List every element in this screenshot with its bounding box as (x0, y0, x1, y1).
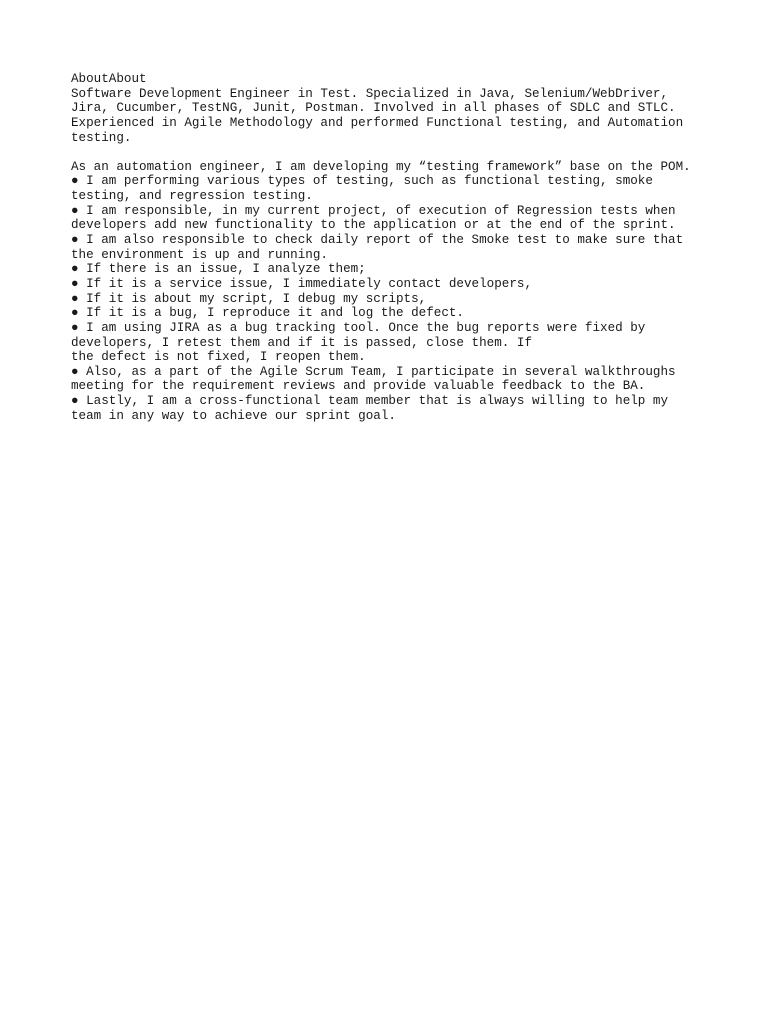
body-line: meeting for the requirement reviews and provide valuable feedback to the BA. (71, 379, 646, 394)
body-line: team in any way to achieve our sprint goal. (71, 408, 396, 423)
body-line: ● I am also responsible to check daily report of the Smoke test to make sure that (71, 233, 684, 248)
body-line: the defect is not fixed, I reopen them. (71, 350, 366, 365)
body-line: the environment is up and running. (71, 247, 328, 262)
body-line: ● I am performing various types of testing, such as functional testing, smoke (71, 174, 653, 189)
body-line: ● I am using JIRA as a bug tracking tool. Once the bug reports were fixed by (71, 320, 646, 335)
body-line: ● If it is a service issue, I immediately contact developers, (71, 276, 533, 291)
body-line: testing, and regression testing. (71, 189, 313, 204)
section-heading: AboutAbout (71, 72, 147, 86)
responsibilities-list (71, 160, 711, 424)
document-body (71, 72, 711, 423)
body-line: developers, I retest them and if it is passed, close them. If (71, 335, 533, 350)
intro-line: Experienced in Agile Methodology and performed Functional testing, and Automation (71, 115, 684, 130)
intro-line: Software Development Engineer in Test. Specialized in Java, Selenium/WebDriver, (71, 86, 669, 101)
body-line: ● Lastly, I am a cross-functional team member that is always willing to help my (71, 394, 669, 409)
body-line: ● I am responsible, in my current project, of execution of Regression tests when (71, 203, 676, 218)
body-line: ● If there is an issue, I analyze them; (71, 262, 366, 277)
intro-line: Jira, Cucumber, TestNG, Junit, Postman. Involved in all phases of SDLC and STLC. (71, 101, 676, 116)
intro-line: testing. (71, 130, 132, 145)
body-line: ● If it is a bug, I reproduce it and log the defect. (71, 306, 464, 321)
body-line: ● If it is about my script, I debug my scripts, (71, 291, 427, 306)
body-line: ● Also, as a part of the Agile Scrum Team, I participate in several walkthroughs (71, 364, 676, 379)
paragraph-spacer (71, 145, 711, 160)
body-line: As an automation engineer, I am developing my “testing framework” base on the POM. (71, 159, 691, 174)
body-line: developers add new functionality to the application or at the end of the sprint. (71, 218, 676, 233)
intro-paragraph (71, 87, 711, 146)
